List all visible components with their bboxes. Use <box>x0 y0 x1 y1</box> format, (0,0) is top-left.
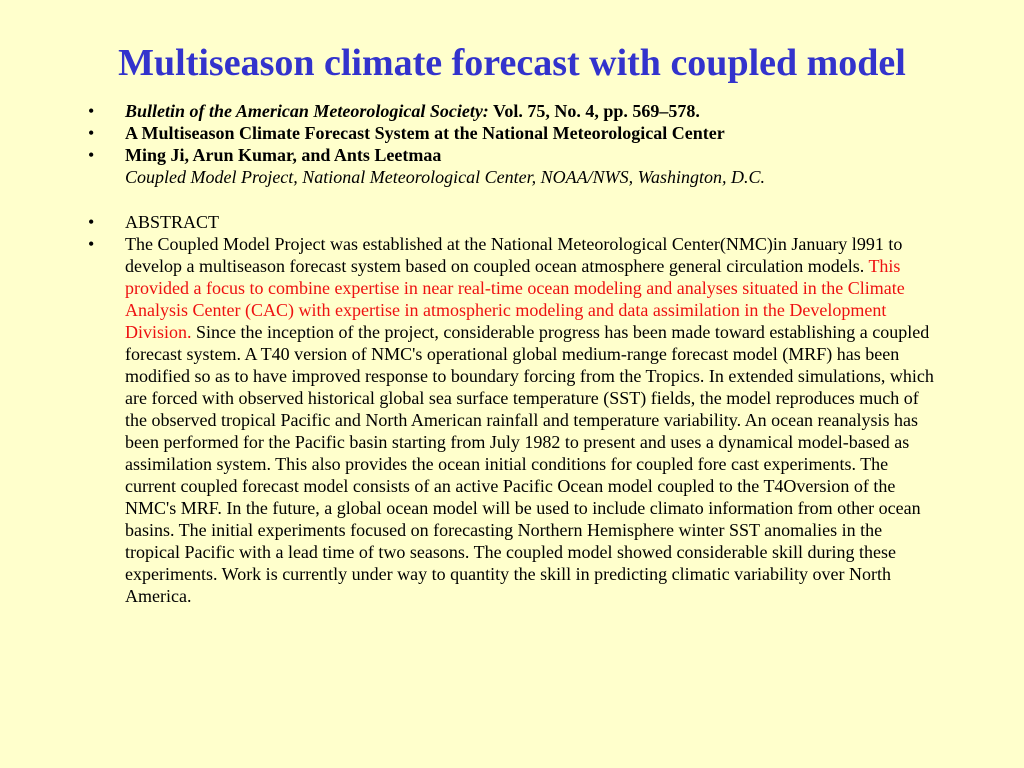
author-names: • Ming Ji, Arun Kumar, and Ants Leetmaa <box>125 145 442 165</box>
abstract-heading: ABSTRACT <box>125 212 220 232</box>
paper-title: A Multiseason Climate Forecast System at the National Meteorological Center <box>125 123 725 143</box>
bullet-authors <box>88 144 938 188</box>
bullet-abstract-text <box>88 233 938 607</box>
bullet-paper-title <box>88 122 938 144</box>
author-affiliation: Coupled Model Project, National Meteorological Center, NOAA/NWS, Washington, D.C. <box>125 167 765 187</box>
volume-info: Vol. 75, No. 4, pp. 569–578. <box>488 101 700 121</box>
journal-name: Bulletin of the American Meteorological Society: <box>125 101 489 121</box>
spacer <box>88 188 938 211</box>
bullet-abstract-heading <box>88 211 938 233</box>
bullet-citation <box>88 100 938 122</box>
abstract-text-before: The Coupled Model Project was established at the National Meteorological Center(NMC)in January l991 to develop a multiseason forecast system based on coupled ocean atmosphere general circulation models. <box>125 234 903 276</box>
bullet-list <box>88 100 938 607</box>
abstract-text-after: Since the inception of the project, considerable progress has been made toward establishing a coupled forecast system. A T40 version of NMC's operational global medium-range forecast model (MRF) has been modified so as to have improved response to boundary forcing from the Tropics. In extended simulations, which are forced with observed historical global sea surface temperature (SST) fields, the model reproduces much of the observed tropical Pacific and North American rainfall and temperature variability. An ocean reanalysis has been performed for the Pacific basin starting from July 1982 to present and uses a dynamical model-based as assimilation system. This also provides the ocean initial conditions for coupled fore cast experiments. The current coupled forecast model consists of an active Pacific Ocean model coupled to the T4Oversion of the NMC's MRF. In the future, a global ocean model will be used to include climato information from other ocean basins. The initial experiments focused on forecasting Northern Hemisphere winter SST anomalies in the tropical Pacific with a lead time of two seasons. The coupled model showed considerable skill during these experiments. Work is currently under way to quantity the skill in predicting climatic variability over North America. <box>125 322 934 606</box>
slide-title: Multiseason climate forecast with coupled model <box>118 42 906 84</box>
abstract-text-highlight: This provided a focus to combine expertise in near real-time ocean modeling and analyses situated in the Climate Analysis Center (CAC) with expertise in atmospheric modeling and data assimilation in the Development Division. <box>125 256 905 342</box>
